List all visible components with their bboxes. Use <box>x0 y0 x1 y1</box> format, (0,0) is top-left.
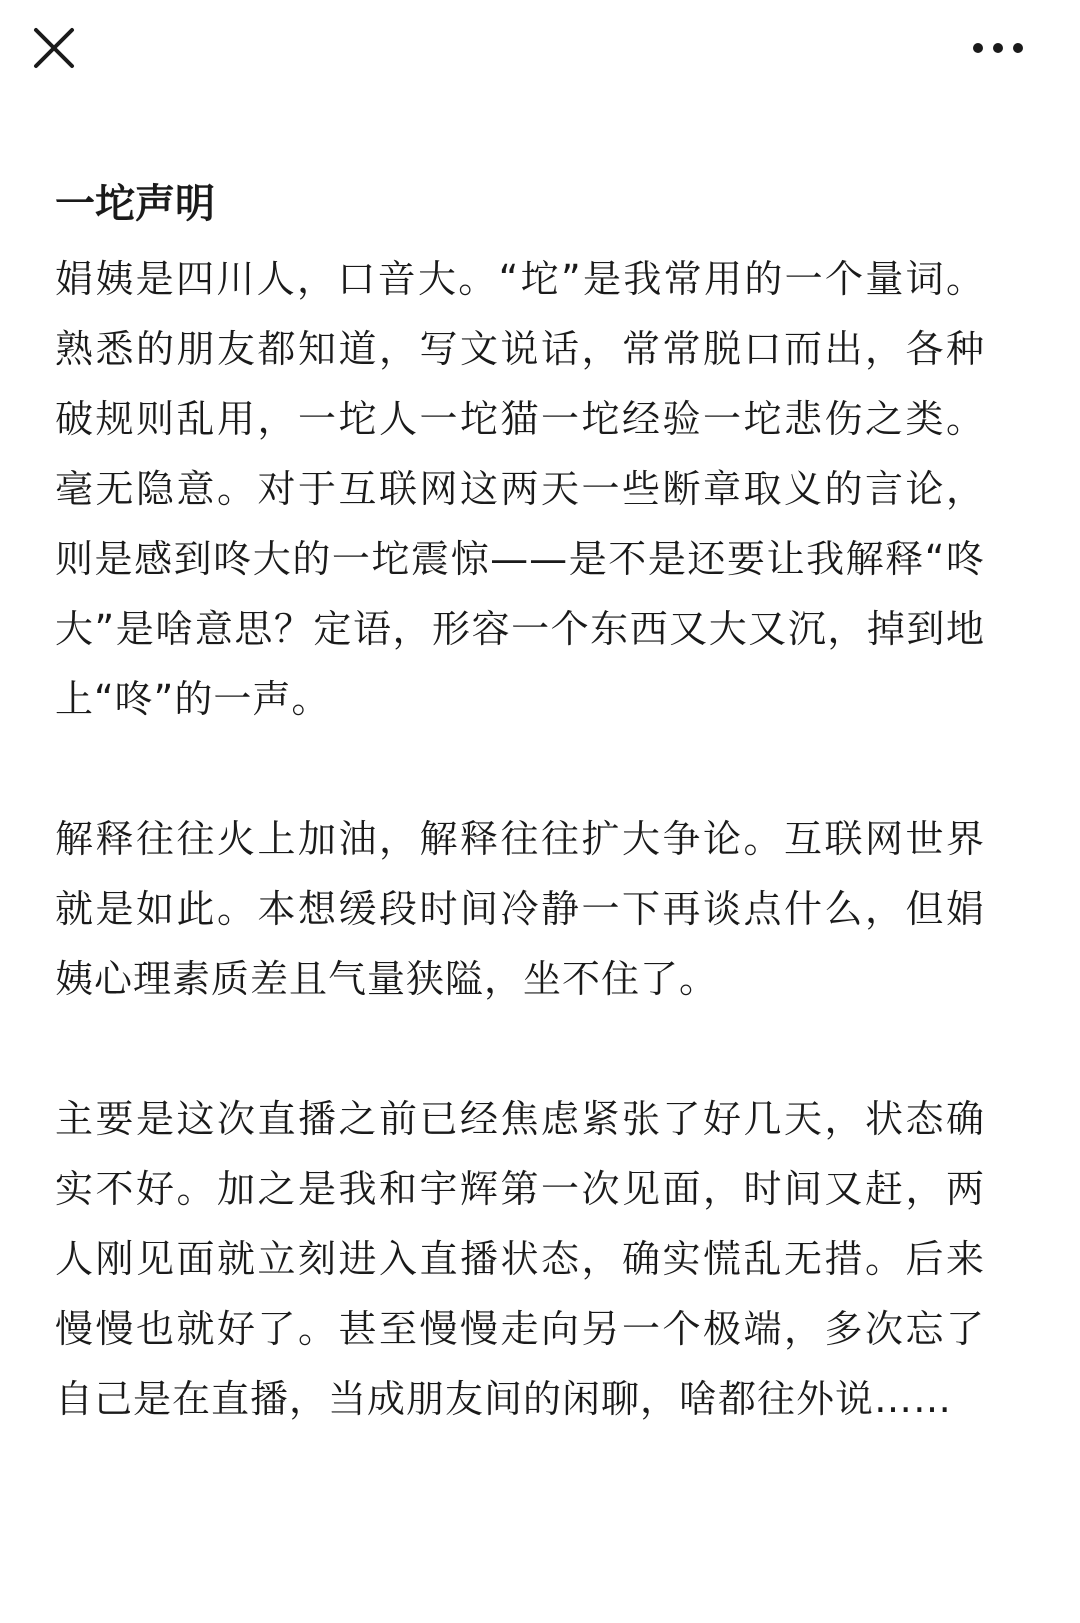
top-bar <box>0 0 1080 110</box>
article-paragraph: 解释往往火上加油，解释往往扩大争论。互联网世界就是如此。本想缓段时间冷静一下再谈点什么，但娟姨心理素质差且气量狭隘，坐不住了。 <box>55 817 985 1001</box>
article-body <box>55 172 985 1504</box>
article-paragraph: 主要是这次直播之前已经焦虑紧张了好几天，状态确实不好。加之是我和宇辉第一次见面，时间又赶，两人刚见面就立刻进入直播状态，确实慌乱无措。后来慢慢也就好了。甚至慢慢走向另一个极端，多次忘了自己是在直播，当成朋友间的闲聊，啥都往外说…… <box>55 1097 985 1421</box>
more-horizontal-icon <box>968 22 1028 74</box>
close-button[interactable] <box>28 22 80 74</box>
close-icon <box>28 22 80 74</box>
article-title: 一坨声明 <box>55 181 215 227</box>
article-paragraph: 娟姨是四川人，口音大。“坨”是我常用的一个量词。熟悉的朋友都知道，写文说话，常常脱口而出，各种破规则乱用，一坨人一坨猫一坨经验一坨悲伤之类。毫无隐意。对于互联网这两天一些断章取义的言论，则是感到咚大的一坨震惊——是不是还要让我解释“咚大”是啥意思？定语，形容一个东西又大又沉，掉到地上“咚”的一声。 <box>55 257 985 721</box>
more-button[interactable] <box>968 22 1028 74</box>
